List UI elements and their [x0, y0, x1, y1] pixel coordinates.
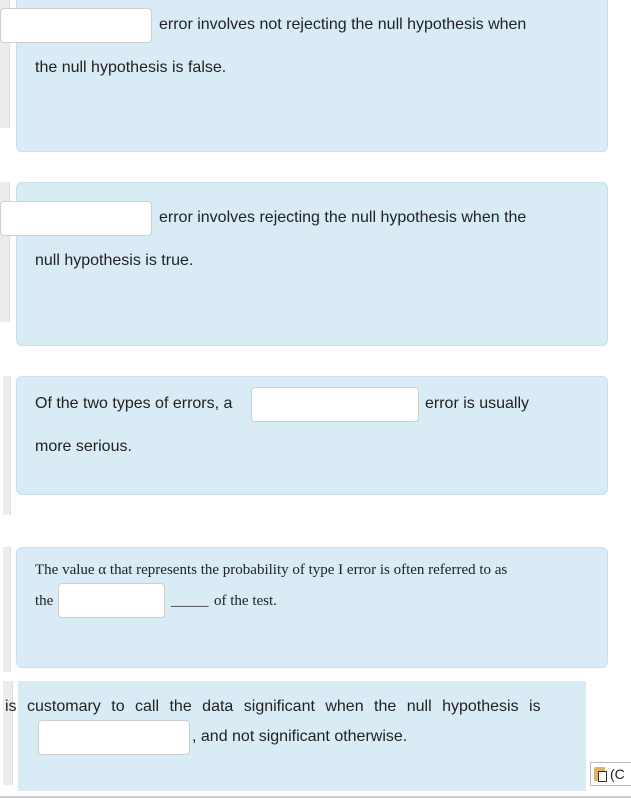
question-3-text-line2: more serious. [35, 438, 132, 455]
question-3-text-after: error is usually [425, 395, 530, 412]
question-5-text-line1 [5, 698, 569, 716]
question-4-text-before: the [35, 593, 54, 609]
answer-input-2[interactable] [0, 201, 152, 236]
question-4-text-after: of the test. [214, 593, 277, 609]
question-5-text: is customary to call the data significant when the null hypothesis is [5, 698, 541, 715]
answer-input-5[interactable] [38, 720, 190, 755]
question-1-text-line1: error involves not rejecting the null hypothesis when [159, 16, 527, 33]
question-margin-bar [3, 547, 11, 672]
answer-input-4[interactable] [58, 583, 165, 618]
answer-input-3[interactable] [251, 387, 419, 422]
question-2-text-line1: error involves rejecting the null hypothesis when the [159, 209, 527, 226]
question-5-text-after: , and not significant otherwise. [192, 728, 408, 745]
question-3-text-before: Of the two types of errors, a [35, 395, 233, 412]
question-4-text-line1: The value α that represents the probability of type I error is often referred to as [35, 562, 508, 578]
paste-options-button[interactable] [590, 762, 631, 786]
question-1-text-line2: the null hypothesis is false. [35, 59, 227, 76]
question-margin-bar [3, 681, 13, 785]
question-2-text-line2: null hypothesis is true. [35, 252, 194, 269]
clipboard-icon [594, 767, 605, 781]
question-4-blank: _____ [171, 593, 209, 609]
answer-input-1[interactable] [0, 8, 152, 43]
question-margin-bar [3, 376, 11, 515]
paste-label: (C [610, 766, 625, 782]
